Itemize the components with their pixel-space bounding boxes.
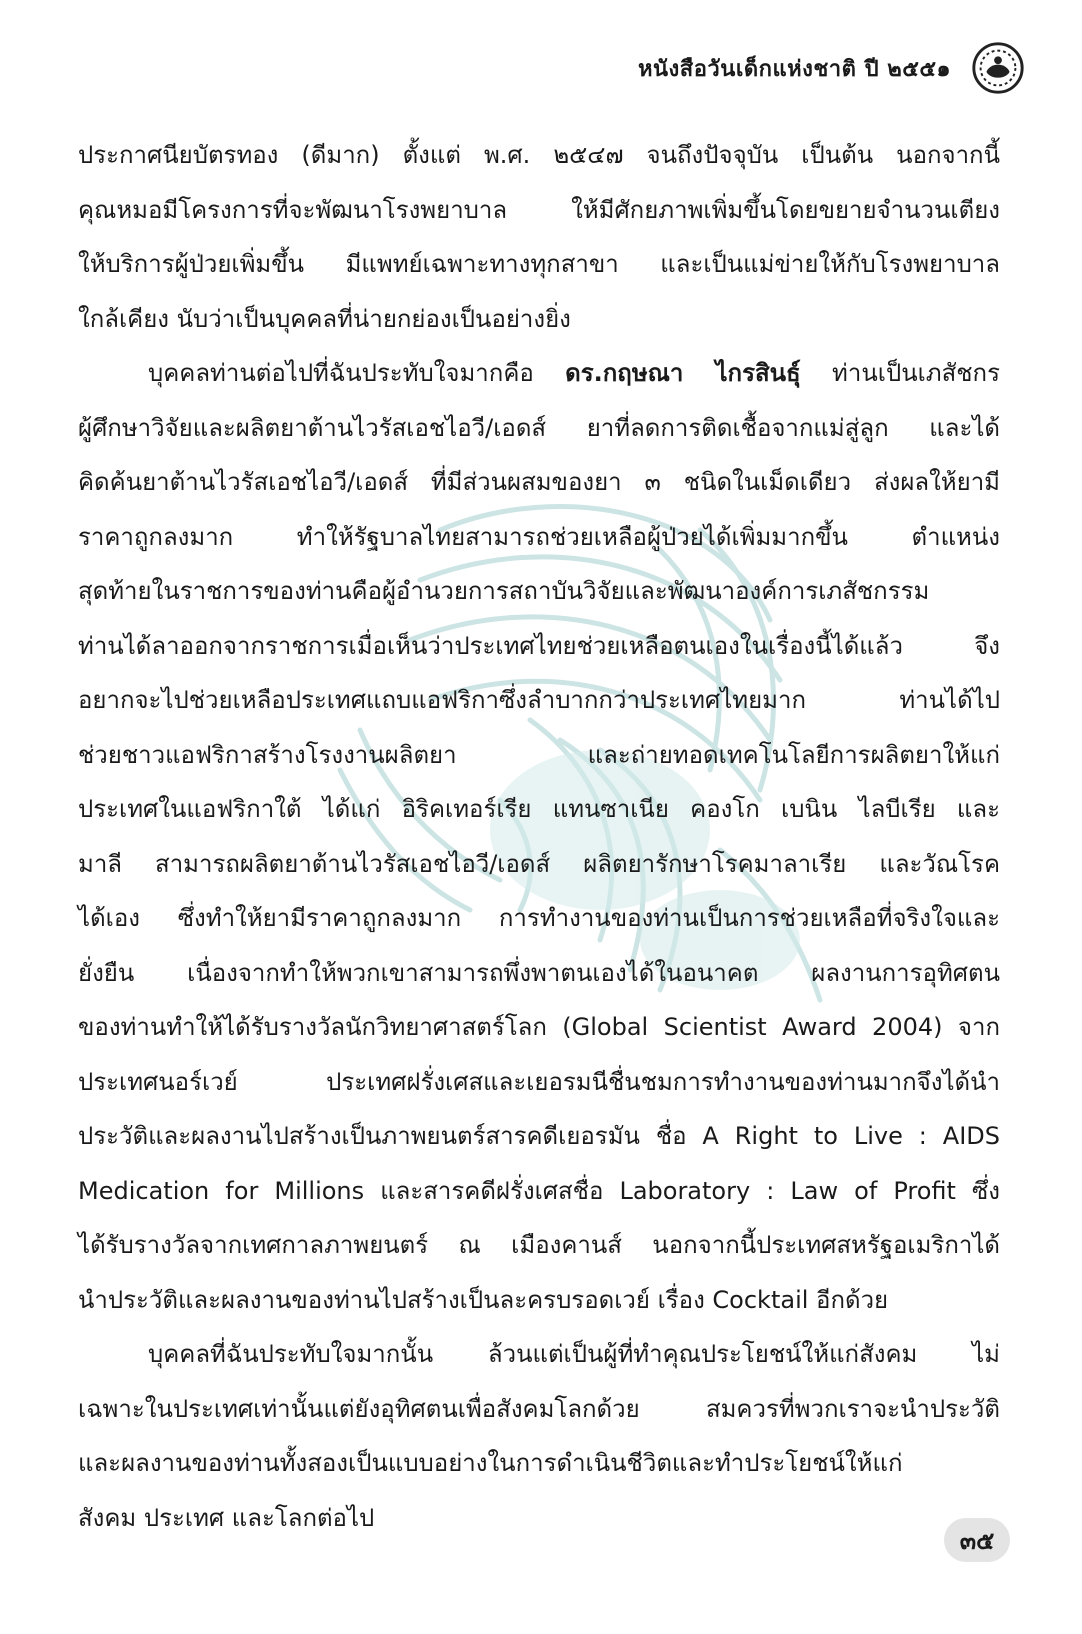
text-line — [78, 346, 1000, 401]
running-header — [638, 28, 1027, 108]
text-line: Medication for Millions และสารคดีฝรั่งเศสชื่อ Laboratory : Law of Profit ซึ่ง — [78, 1176, 1000, 1205]
text-line: ประเทศในแอฟริกาใต้ ได้แก่ อิริคเทอร์เรีย แทนซาเนีย คองโก เบนิน ไลบีเรีย และ — [78, 795, 1000, 823]
text-line: ประเทศนอร์เวย์ ประเทศฝรั่งเศสและเยอรมนีชื่นชมการทำงานของท่านมากจึงได้นำ — [78, 1067, 1000, 1096]
text-line: ช่วยชาวแอฟริกาสร้างโรงงานผลิตยา และถ่ายทอดเทคโนโลยีการผลิตยาให้แก่ — [78, 740, 1000, 769]
text-line: ประกาศนียบัตรทอง (ดีมาก) ตั้งแต่ พ.ศ. ๒๕๔๗ จนถึงปัจจุบัน เป็นต้น นอกจากนี้ — [78, 141, 1000, 169]
text-line: สุดท้ายในราชการของท่านคือผู้อำนวยการสถาบันวิจัยและพัฒนาองค์การเภสัชกรรม — [78, 577, 930, 605]
paragraph-1 — [78, 128, 1000, 346]
text-line: เฉพาะในประเทศเท่านั้นแต่ยังอุทิศตนเพื่อสังคมโลกด้วย สมควรที่พวกเราจะนำประวัติ — [78, 1394, 1000, 1423]
text-line: ราคาถูกลงมาก ทำให้รัฐบาลไทยสามารถช่วยเหลือผู้ป่วยได้เพิ่มมากขึ้น ตำแหน่ง — [78, 522, 1000, 551]
page-number: ๓๕ — [944, 1518, 1010, 1562]
paragraph-3 — [78, 1327, 1000, 1545]
text-line: ได้รับรางวัลจากเทศกาลภาพยนตร์ ณ เมืองคานส์ นอกจากนี้ประเทศสหรัฐอเมริกาได้ — [78, 1231, 1000, 1259]
text-line: ใกล้เคียง นับว่าเป็นบุคคลที่น่ายกย่องเป็นอย่างยิ่ง — [78, 304, 571, 333]
text-line: ผู้ศึกษาวิจัยและผลิตยาต้านไวรัสเอชไอวี/เอดส์ ยาที่ลดการติดเชื้อจากแม่สู่ลูก และได้ — [78, 413, 1000, 442]
ornament-logo-icon — [969, 39, 1027, 97]
text-line: บุคคลที่ฉันประทับใจมากนั้น ล้วนแต่เป็นผู้ที่ทำคุณประโยชน์ให้แก่สังคม ไม่ — [148, 1340, 1000, 1368]
person-name: ดร.กฤษณา ไกรสินธุ์ — [565, 359, 801, 387]
text-line: ท่านได้ลาออกจากราชการเมื่อเห็นว่าประเทศไทยช่วยเหลือตนเองในเรื่องนี้ได้แล้ว จึง — [78, 631, 1000, 660]
text-line: คิดค้นยาต้านไวรัสเอชไอวี/เอดส์ ที่มีส่วนผสมของยา ๓ ชนิดในเม็ดเดียว ส่งผลให้ยามี — [78, 468, 1000, 496]
paragraph-2 — [78, 346, 1000, 1327]
text-line: นำประวัติและผลงานของท่านไปสร้างเป็นละครบรอดเวย์ เรื่อง Cocktail อีกด้วย — [78, 1285, 889, 1314]
body-text — [78, 128, 1000, 1545]
text-line: ยั่งยืน เนื่องจากทำให้พวกเขาสามารถพึ่งพาตนเองได้ในอนาคต ผลงานการอุทิศตน — [78, 958, 1000, 987]
text-line: ให้บริการผู้ป่วยเพิ่มขึ้น มีแพทย์เฉพาะทางทุกสาขา และเป็นแม่ข่ายให้กับโรงพยาบาล — [78, 250, 1000, 278]
text-line: ได้เอง ซึ่งทำให้ยามีราคาถูกลงมาก การทำงานของท่านเป็นการช่วยเหลือที่จริงใจและ — [78, 904, 1000, 932]
book-title: หนังสือวันเด็กแห่งชาติ ปี ๒๕๕๑ — [638, 56, 951, 82]
text-line: คุณหมอมีโครงการที่จะพัฒนาโรงพยาบาล ให้มีศักยภาพเพิ่มขึ้นโดยขยายจำนวนเตียง — [78, 195, 1000, 224]
text-fragment: บุคคลท่านต่อไปที่ฉันประทับใจมากคือ — [148, 359, 534, 387]
text-line: สังคม ประเทศ และโลกต่อไป — [78, 1503, 375, 1532]
text-line: ของท่านทำให้ได้รับรางวัลนักวิทยาศาสตร์โลก (Global Scientist Award 2004) จาก — [78, 1013, 1000, 1041]
text-line: และผลงานของท่านทั้งสองเป็นแบบอย่างในการดำเนินชีวิตและทำประโยชน์ให้แก่ — [78, 1449, 903, 1477]
text-fragment: ท่านเป็นเภสัชกร — [832, 359, 1000, 387]
text-line: ประวัติและผลงานไปสร้างเป็นภาพยนตร์สารคดีเยอรมัน ชื่อ A Right to Live : AIDS — [78, 1122, 1000, 1150]
text-line: อยากจะไปช่วยเหลือประเทศแถบแอฟริกาซึ่งลำบากกว่าประเทศไทยมาก ท่านได้ไป — [78, 686, 1000, 714]
text-line: มาลี สามารถผลิตยาต้านไวรัสเอชไอวี/เอดส์ ผลิตยารักษาโรคมาลาเรีย และวัณโรค — [78, 849, 1000, 878]
